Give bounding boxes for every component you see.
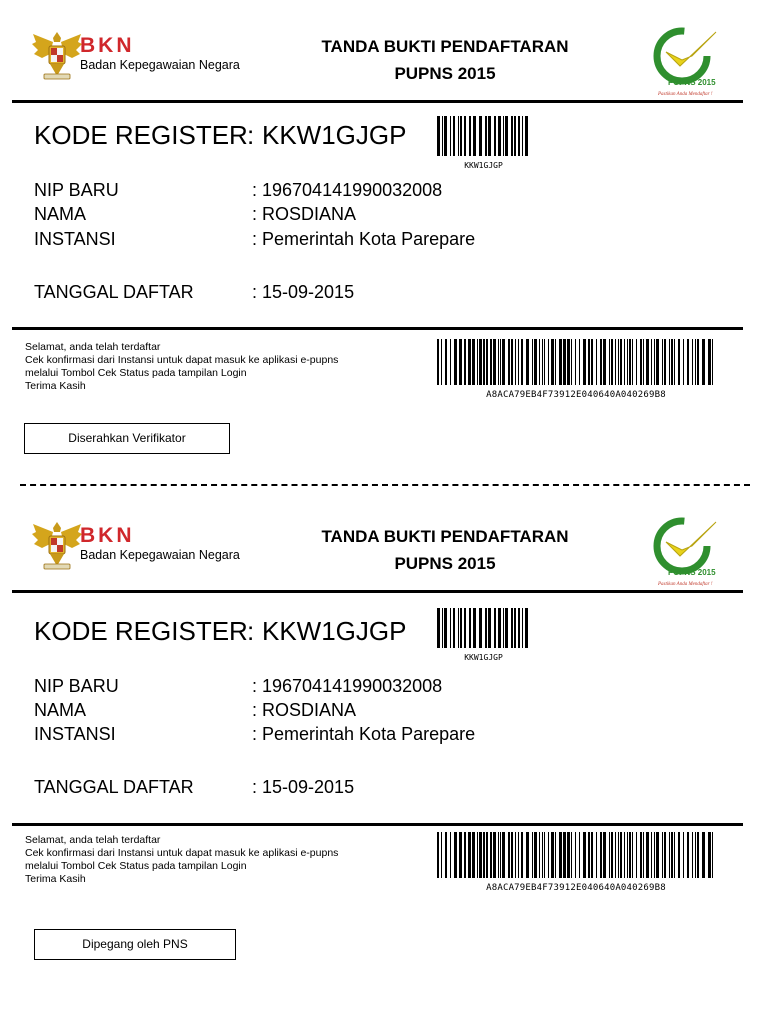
garuda-emblem-icon <box>30 26 84 84</box>
barcode-icon <box>436 832 716 878</box>
register-row <box>34 120 407 151</box>
hash-barcode <box>436 832 716 893</box>
info-divider <box>12 823 743 826</box>
register-barcode-caption: KKW1GJGP <box>464 161 503 170</box>
pupns-tagline: Pastikan Anda Mendaftar ! <box>658 92 713 97</box>
hash-barcode <box>436 339 716 400</box>
register-label: KODE REGISTER <box>34 120 248 150</box>
hash-barcode-caption: A8ACA79EB4F73912E040640A040269B8 <box>486 390 666 400</box>
nama-label: NAMA <box>34 700 87 720</box>
page-title <box>270 523 620 577</box>
page-title <box>270 33 620 87</box>
pupns-logo-icon <box>632 22 744 98</box>
register-barcode-caption: KKW1GJGP <box>464 653 503 662</box>
title-line-2: PUPNS 2015 <box>394 554 496 573</box>
barcode-icon <box>436 608 531 648</box>
register-separator: : <box>247 120 255 150</box>
garuda-emblem-icon <box>30 516 84 574</box>
receipt-pns-copy <box>0 496 768 992</box>
stamp-box-pns: Dipegang oleh PNS <box>34 929 236 960</box>
confirmation-note <box>25 341 425 393</box>
register-barcode <box>436 608 531 662</box>
title-line-1: TANDA BUKTI PENDAFTARAN <box>321 527 569 546</box>
bkn-logo <box>30 26 240 88</box>
barcode-icon <box>436 116 531 156</box>
note-line: melalui Tombol Cek Status pada tampilan Login <box>25 367 247 379</box>
register-label: KODE REGISTER <box>34 616 248 646</box>
instansi-value: : Pemerintah Kota Parepare <box>252 724 476 744</box>
nama-value: : ROSDIANA <box>252 700 357 720</box>
receipt-verifikator-copy <box>0 0 768 496</box>
nip-label: NIP BARU <box>34 676 119 696</box>
bkn-abbrev: BKN <box>80 34 135 57</box>
tanggal-label: TANGGAL DAFTAR <box>34 777 194 797</box>
pupns-tagline: Pastikan Anda Mendaftar ! <box>658 582 713 587</box>
nama-label: NAMA <box>34 204 87 224</box>
header-divider <box>12 590 743 593</box>
info-divider <box>12 327 743 330</box>
note-line: Terima Kasih <box>25 380 86 392</box>
tanggal-value: : 15-09-2015 <box>252 777 355 797</box>
header-divider <box>12 100 743 103</box>
note-line: melalui Tombol Cek Status pada tampilan Login <box>25 860 247 872</box>
nip-label: NIP BARU <box>34 180 119 200</box>
register-barcode <box>436 116 531 170</box>
bkn-abbrev: BKN <box>80 524 135 547</box>
instansi-label: INSTANSI <box>34 724 116 744</box>
tanggal-value: : 15-09-2015 <box>252 282 355 302</box>
barcode-icon <box>436 339 716 385</box>
bkn-name: Badan Kepegawaian Negara <box>80 58 240 72</box>
bkn-name: Badan Kepegawaian Negara <box>80 548 240 562</box>
note-line: Cek konfirmasi dari Instansi untuk dapat masuk ke aplikasi e-pupns <box>25 354 339 366</box>
confirmation-note <box>25 834 425 886</box>
pupns-logo-icon <box>632 512 744 588</box>
register-code: KKW1GJGP <box>262 120 407 150</box>
register-row <box>34 616 407 647</box>
hash-barcode-caption: A8ACA79EB4F73912E040640A040269B8 <box>486 883 666 893</box>
instansi-value: : Pemerintah Kota Parepare <box>252 229 476 249</box>
stamp-box-verifikator: Diserahkan Verifikator <box>24 423 230 454</box>
instansi-label: INSTANSI <box>34 229 116 249</box>
note-line: Cek konfirmasi dari Instansi untuk dapat masuk ke aplikasi e-pupns <box>25 847 339 859</box>
register-separator: : <box>247 616 255 646</box>
tanggal-label: TANGGAL DAFTAR <box>34 282 194 302</box>
title-line-2: PUPNS 2015 <box>394 64 496 83</box>
nama-value: : ROSDIANA <box>252 204 357 224</box>
register-code: KKW1GJGP <box>262 616 407 646</box>
pupns-year-text: PUPNS 2015 <box>668 568 716 577</box>
pupns-year-text: PUPNS 2015 <box>668 78 716 87</box>
bkn-logo <box>30 516 240 578</box>
note-line: Selamat, anda telah terdaftar <box>25 341 161 353</box>
note-line: Terima Kasih <box>25 873 86 885</box>
cut-line <box>20 484 750 486</box>
nip-value: : 196704141990032008 <box>252 180 443 200</box>
note-line: Selamat, anda telah terdaftar <box>25 834 161 846</box>
title-line-1: TANDA BUKTI PENDAFTARAN <box>321 37 569 56</box>
nip-value: : 196704141990032008 <box>252 676 443 696</box>
